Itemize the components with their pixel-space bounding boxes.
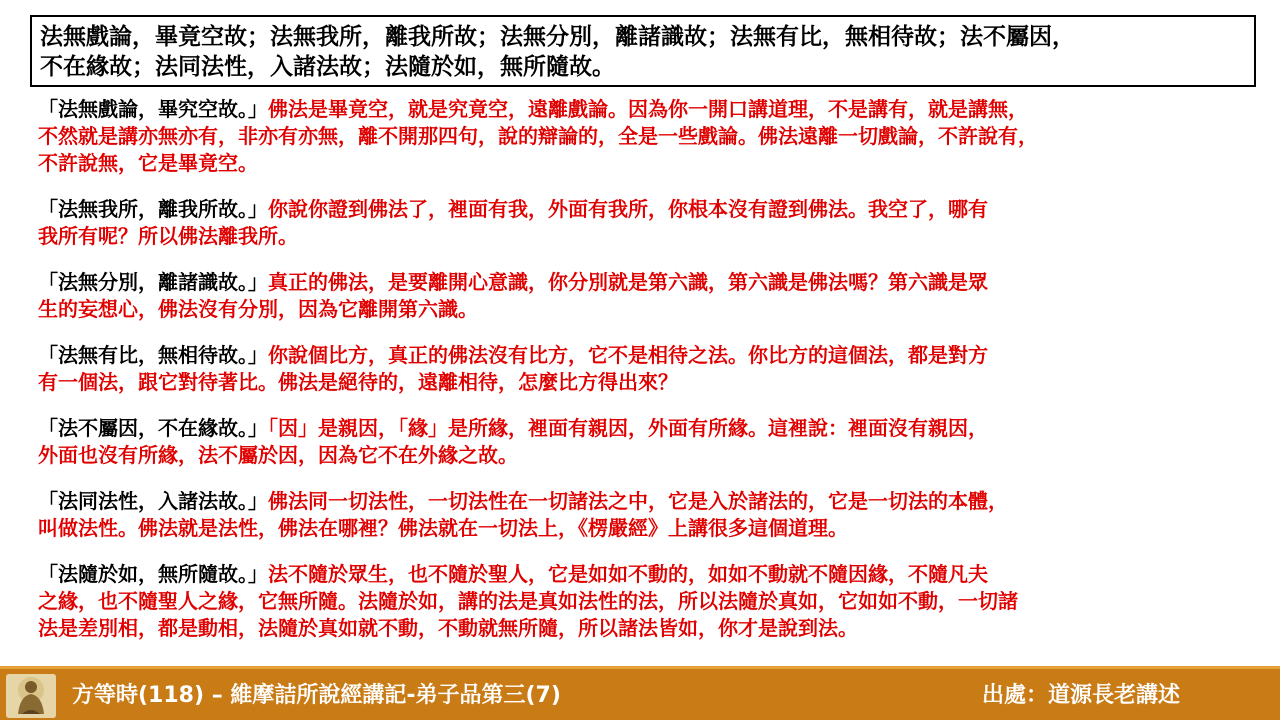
paragraph-text: 你說你證到佛法了，裡面有我，外面有我所，你根本沒有證到佛法。我空了，哪有 bbox=[268, 197, 988, 221]
buddha-statue-icon bbox=[6, 674, 56, 718]
commentary-paragraph bbox=[38, 488, 1253, 542]
commentary-paragraph bbox=[38, 415, 1253, 469]
paragraph-text: 真正的佛法，是要離開心意識，你分別就是第六識，第六識是佛法嗎？第六識是眾 bbox=[268, 270, 988, 294]
commentary-paragraph bbox=[38, 196, 1253, 250]
paragraph-heading: 「法無戲論，畢究空故。」 bbox=[38, 97, 268, 121]
paragraph-text: 之緣，也不隨聖人之緣，它無所隨。法隨於如，講的法是真如法性的法，所以法隨於真如，它如如不動，一切諸 bbox=[38, 589, 1018, 613]
paragraph-text: 佛法是畢竟空，就是究竟空，遠離戲論。因為你一開口講道理，不是講有，就是講無， bbox=[268, 97, 1028, 121]
paragraph-text: 「因」是親因，「緣」是所緣，裡面有親因，外面有所緣。這裡說：裡面沒有親因， bbox=[268, 416, 988, 440]
commentary-paragraph bbox=[38, 96, 1253, 177]
commentary-paragraph bbox=[38, 342, 1253, 396]
footer-bar bbox=[0, 666, 1280, 720]
paragraph-text: 你說個比方，真正的佛法沒有比方，它不是相待之法。你比方的這個法，都是對方 bbox=[268, 343, 988, 367]
paragraph-heading: 「法無有比，無相待故。」 bbox=[38, 343, 268, 367]
paragraph-text: 佛法同一切法性，一切法性在一切諸法之中，它是入於諸法的，它是一切法的本體， bbox=[268, 489, 1008, 513]
paragraph-heading: 「法無我所，離我所故。」 bbox=[38, 197, 268, 221]
sutra-quote-line: 不在緣故；法同法性，入諸法故；法隨於如，無所隨故。 bbox=[40, 54, 615, 80]
footer-title: 方等時(118) – 維摩詰所說經講記-弟子品第三(7) bbox=[72, 683, 561, 708]
paragraph-text: 叫做法性。佛法就是法性，佛法在哪裡？佛法就在一切法上，《楞嚴經》上講很多這個道理。 bbox=[38, 516, 848, 540]
paragraph-heading: 「法不屬因，不在緣故。」 bbox=[38, 416, 268, 440]
paragraph-text: 不然就是講亦無亦有，非亦有亦無，離不開那四句，說的辯論的，全是一些戲論。佛法遠離一切戲論，不許說有， bbox=[38, 124, 1038, 148]
paragraph-text: 不許說無，它是畢竟空。 bbox=[38, 151, 258, 175]
commentary bbox=[38, 96, 1253, 661]
footer-source: 出處：道源長老講述 bbox=[982, 683, 1181, 708]
paragraph-text: 生的妄想心，佛法沒有分別，因為它離開第六識。 bbox=[38, 297, 478, 321]
sutra-quote-line: 法無戲論，畢竟空故；法無我所，離我所故；法無分別，離諸識故；法無有比，無相待故；法不屬因， bbox=[40, 24, 1075, 50]
commentary-paragraph bbox=[38, 561, 1253, 642]
paragraph-text: 我所有呢？所以佛法離我所。 bbox=[38, 224, 298, 248]
paragraph-heading: 「法無分別，離諸識故。」 bbox=[38, 270, 268, 294]
paragraph-heading: 「法同法性，入諸法故。」 bbox=[38, 489, 268, 513]
paragraph-text: 外面也沒有所緣，法不屬於因，因為它不在外緣之故。 bbox=[38, 443, 518, 467]
paragraph-text: 有一個法，跟它對待著比。佛法是絕待的，遠離相待，怎麼比方得出來？ bbox=[38, 370, 678, 394]
sutra-quote-box bbox=[30, 15, 1256, 87]
paragraph-text: 法是差別相，都是動相，法隨於真如就不動，不動就無所隨，所以諸法皆如，你才是說到法。 bbox=[38, 616, 858, 640]
commentary-paragraph bbox=[38, 269, 1253, 323]
paragraph-heading: 「法隨於如，無所隨故。」 bbox=[38, 562, 268, 586]
paragraph-text: 法不隨於眾生，也不隨於聖人，它是如如不動的，如如不動就不隨因緣，不隨凡夫 bbox=[268, 562, 988, 586]
